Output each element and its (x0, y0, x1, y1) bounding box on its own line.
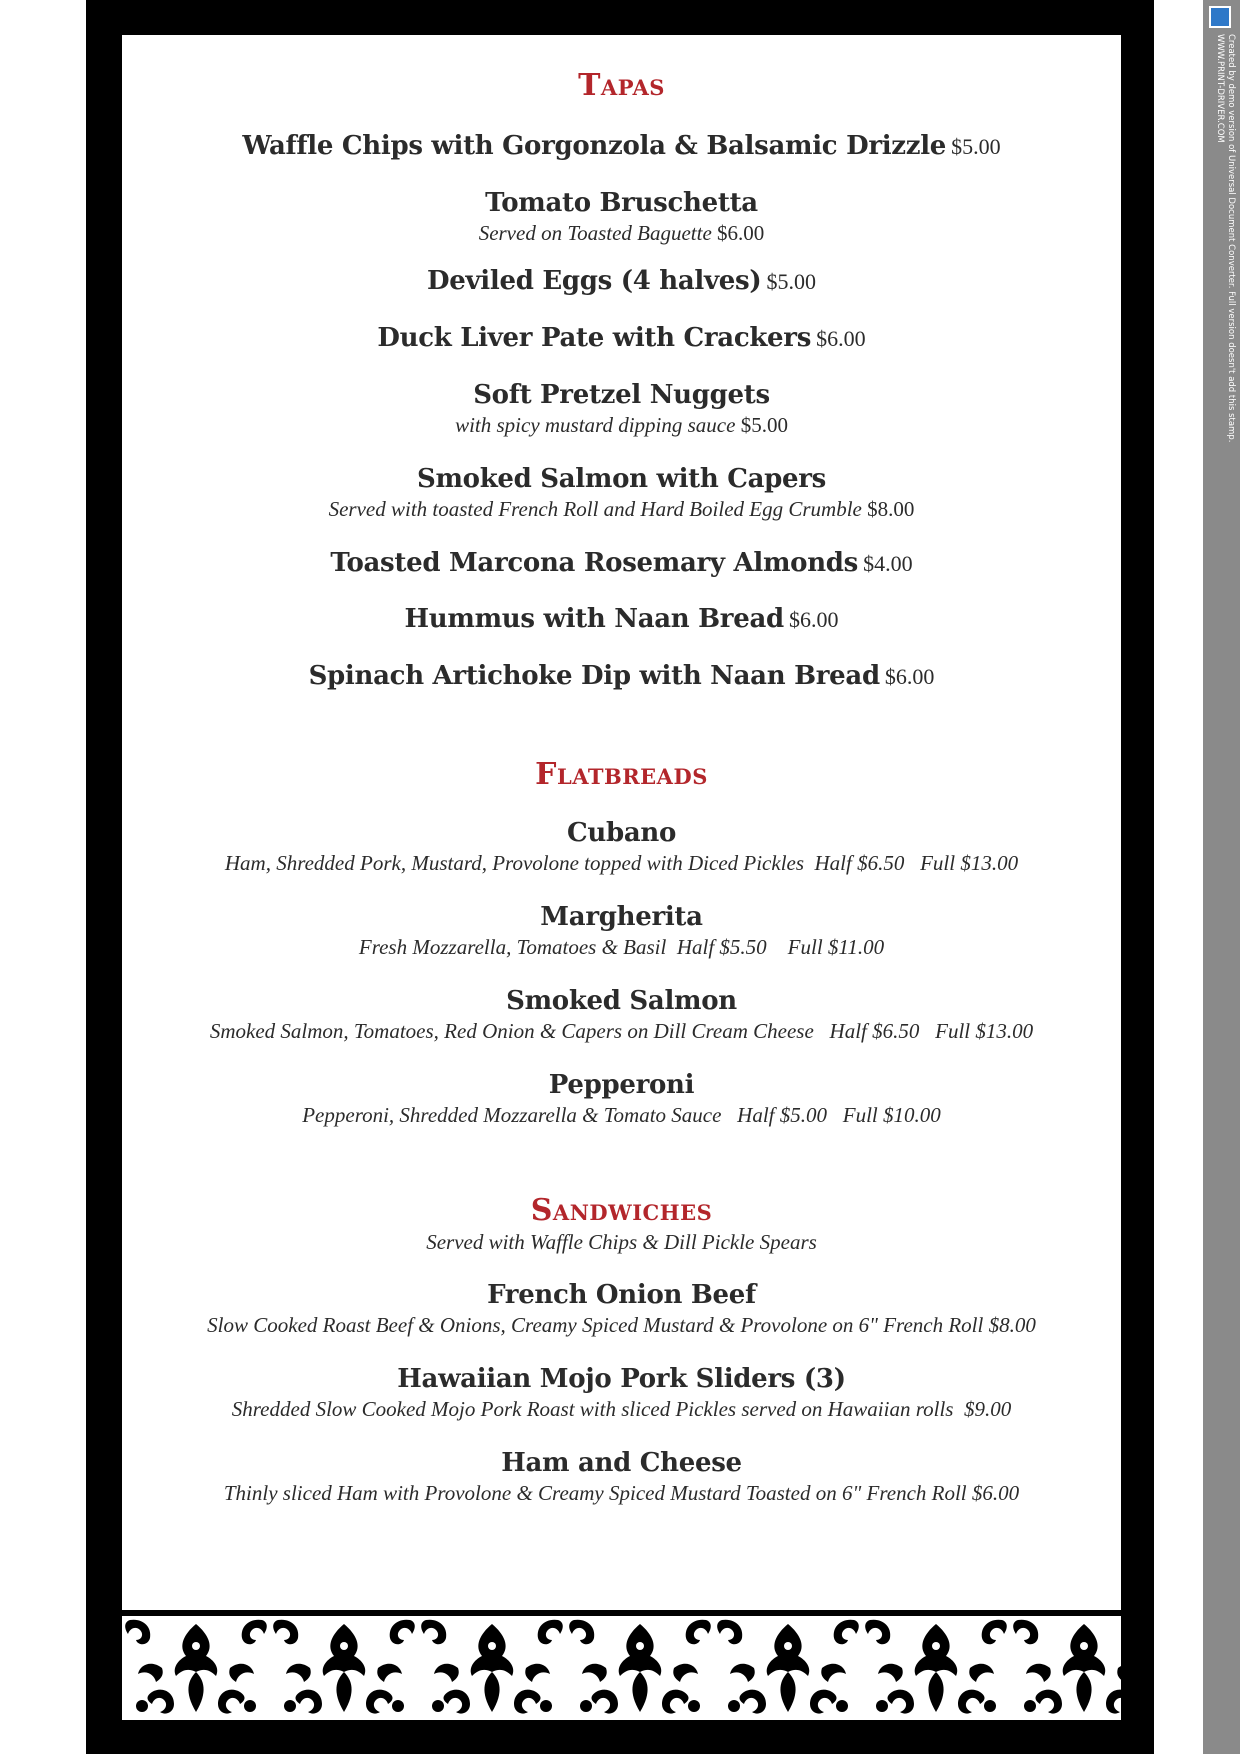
item-description: Ham, Shredded Pork, Mustard, Provolone topped with Diced Pickles Half $6.50 Full $13.00 (224, 851, 1019, 875)
item-name: Deviled Eggs (4 halves) (427, 266, 762, 296)
converter-stamp-bar (1203, 0, 1240, 1754)
menu-item (122, 546, 1121, 580)
damask-pattern (122, 1616, 1121, 1720)
item-name: Smoked Salmon (506, 986, 737, 1016)
section-subtitle (122, 1229, 1121, 1255)
item-name: Hummus with Naan Bread (404, 604, 784, 634)
item-price: $6.00 (884, 664, 935, 689)
item-price: $8.00 (867, 497, 915, 521)
item-price: $6.00 (717, 221, 765, 245)
item-description: Smoked Salmon, Tomatoes, Red Onion & Capers on Dill Cream Cheese Half $6.50 Full $13.00 (209, 1019, 1034, 1043)
item-name: Tomato Bruschetta (485, 188, 758, 218)
item-price: $6.00 (788, 607, 839, 632)
menu-item (122, 264, 1121, 298)
menu-item (122, 602, 1121, 636)
section-title-sandwiches: Sandwiches (530, 1193, 713, 1228)
section-title-flatbreads: Flatbreads (535, 757, 708, 792)
item-description: Slow Cooked Roast Beef & Onions, Creamy Spiced Mustard & Provolone on 6" French Roll $8.00 (207, 1313, 1036, 1337)
item-description: Shredded Slow Cooked Mojo Pork Roast with sliced Pickles served on Hawaiian rolls $9.00 (231, 1397, 1012, 1421)
menu-item (122, 900, 1121, 960)
item-name: Ham and Cheese (501, 1448, 742, 1478)
converter-logo-icon (1209, 6, 1231, 28)
section-title-tapas: Tapas (578, 68, 665, 103)
item-name: Hawaiian Mojo Pork Sliders (3) (397, 1364, 846, 1394)
item-description: Thinly sliced Ham with Provolone & Creamy Spiced Mustard Toasted on 6" French Roll $6.00 (223, 1481, 1020, 1505)
damask-pattern-band (122, 1616, 1121, 1720)
item-name: Pepperoni (548, 1070, 695, 1100)
item-description: Fresh Mozzarella, Tomatoes & Basil Half $5.50 Full $11.00 (358, 935, 885, 959)
item-name: Cubano (566, 818, 677, 848)
item-description: Pepperoni, Shredded Mozzarella & Tomato Sauce Half $5.00 Full $10.00 (302, 1103, 941, 1127)
menu-item (122, 1362, 1121, 1422)
sandwiches-subtitle: Served with Waffle Chips & Dill Pickle Spears (426, 1230, 817, 1254)
menu-item (122, 321, 1121, 355)
item-price: $4.00 (863, 551, 913, 576)
item-name: French Onion Beef (487, 1280, 756, 1310)
menu-item (122, 1278, 1121, 1338)
menu-item (122, 129, 1121, 163)
item-name: Margherita (540, 902, 703, 932)
menu-item (122, 816, 1121, 876)
menu-item (122, 462, 1121, 522)
item-price: $5.00 (951, 134, 1001, 159)
menu-item (122, 984, 1121, 1044)
item-name: Soft Pretzel Nuggets (473, 380, 770, 410)
item-description: Served on Toasted Baguette (478, 221, 712, 245)
menu-item (122, 378, 1121, 438)
menu-item (122, 186, 1121, 246)
item-price: $5.00 (740, 413, 788, 437)
item-description: with spicy mustard dipping sauce (455, 413, 736, 437)
item-name: Waffle Chips with Gorgonzola & Balsamic Drizzle (242, 131, 947, 161)
item-name: Spinach Artichoke Dip with Naan Bread (308, 661, 880, 691)
item-price: $5.00 (766, 269, 816, 294)
item-name: Toasted Marcona Rosemary Almonds (330, 548, 859, 578)
stamp-notice: Created by demo version of Universal Document Converter. Full version doesn't add this stamp. (1226, 34, 1236, 443)
item-description: Served with toasted French Roll and Hard Boiled Egg Crumble (328, 497, 862, 521)
item-name: Smoked Salmon with Capers (416, 464, 827, 494)
item-price: $6.00 (816, 326, 866, 351)
menu-item (122, 1446, 1121, 1506)
stamp-url: WWW.PRINT-DRIVER.COM (1215, 34, 1225, 143)
menu-item (122, 1068, 1121, 1128)
stamp-text (1214, 34, 1236, 442)
menu-item (122, 659, 1121, 693)
item-name: Duck Liver Pate with Crackers (377, 323, 812, 353)
